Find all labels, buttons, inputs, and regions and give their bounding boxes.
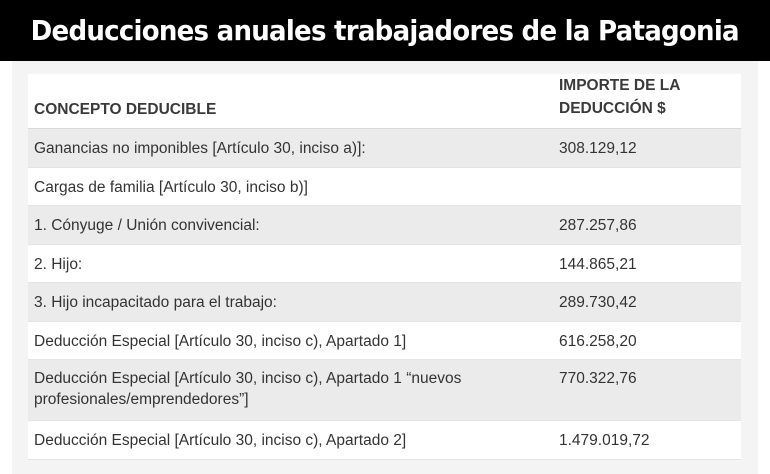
row-concept: Deducción Especial [Artículo 30, inciso c), Apartado 1] <box>34 332 407 350</box>
row-concept: Deducción Especial [Artículo 30, inciso c), Apartado 2] <box>34 432 407 449</box>
table-row <box>28 245 741 284</box>
header-concept: CONCEPTO DEDUCIBLE <box>34 101 217 118</box>
page-title: Deducciones anuales trabajadores de la Patagonia <box>30 14 740 47</box>
row-amount: 308.129,12 <box>559 140 637 157</box>
table-row <box>28 322 741 361</box>
table-row <box>28 421 741 460</box>
deductions-table <box>28 74 741 460</box>
row-amount: 616.258,20 <box>559 332 637 350</box>
table-row <box>28 283 741 322</box>
row-amount: 287.257,86 <box>559 217 637 234</box>
row-amount: 770.322,76 <box>559 370 637 387</box>
row-concept: 3. Hijo incapacitado para el trabajo: <box>34 294 277 311</box>
row-amount: 144.865,21 <box>559 255 637 273</box>
row-concept: Ganancias no imponibles [Artículo 30, inciso a)]: <box>34 140 366 157</box>
content-area <box>12 61 758 474</box>
row-amount: 289.730,42 <box>559 294 637 311</box>
header-amount: IMPORTE DE LA DEDUCCIÓN $ <box>559 77 680 117</box>
table-row <box>28 360 741 421</box>
table-row <box>28 206 741 245</box>
table-row <box>28 168 741 207</box>
table-row <box>28 129 741 168</box>
row-concept: Deducción Especial [Artículo 30, inciso c), Apartado 1 “nuevos profesionales/emprendedores”] <box>34 370 462 408</box>
table-header-row <box>28 74 741 129</box>
row-concept: 2. Hijo: <box>34 255 83 273</box>
row-concept: 1. Cónyuge / Unión convivencial: <box>34 217 260 234</box>
title-bar <box>0 0 770 61</box>
row-concept: Cargas de familia [Artículo 30, inciso b)] <box>34 178 308 196</box>
row-amount: 1.479.019,72 <box>559 432 650 449</box>
